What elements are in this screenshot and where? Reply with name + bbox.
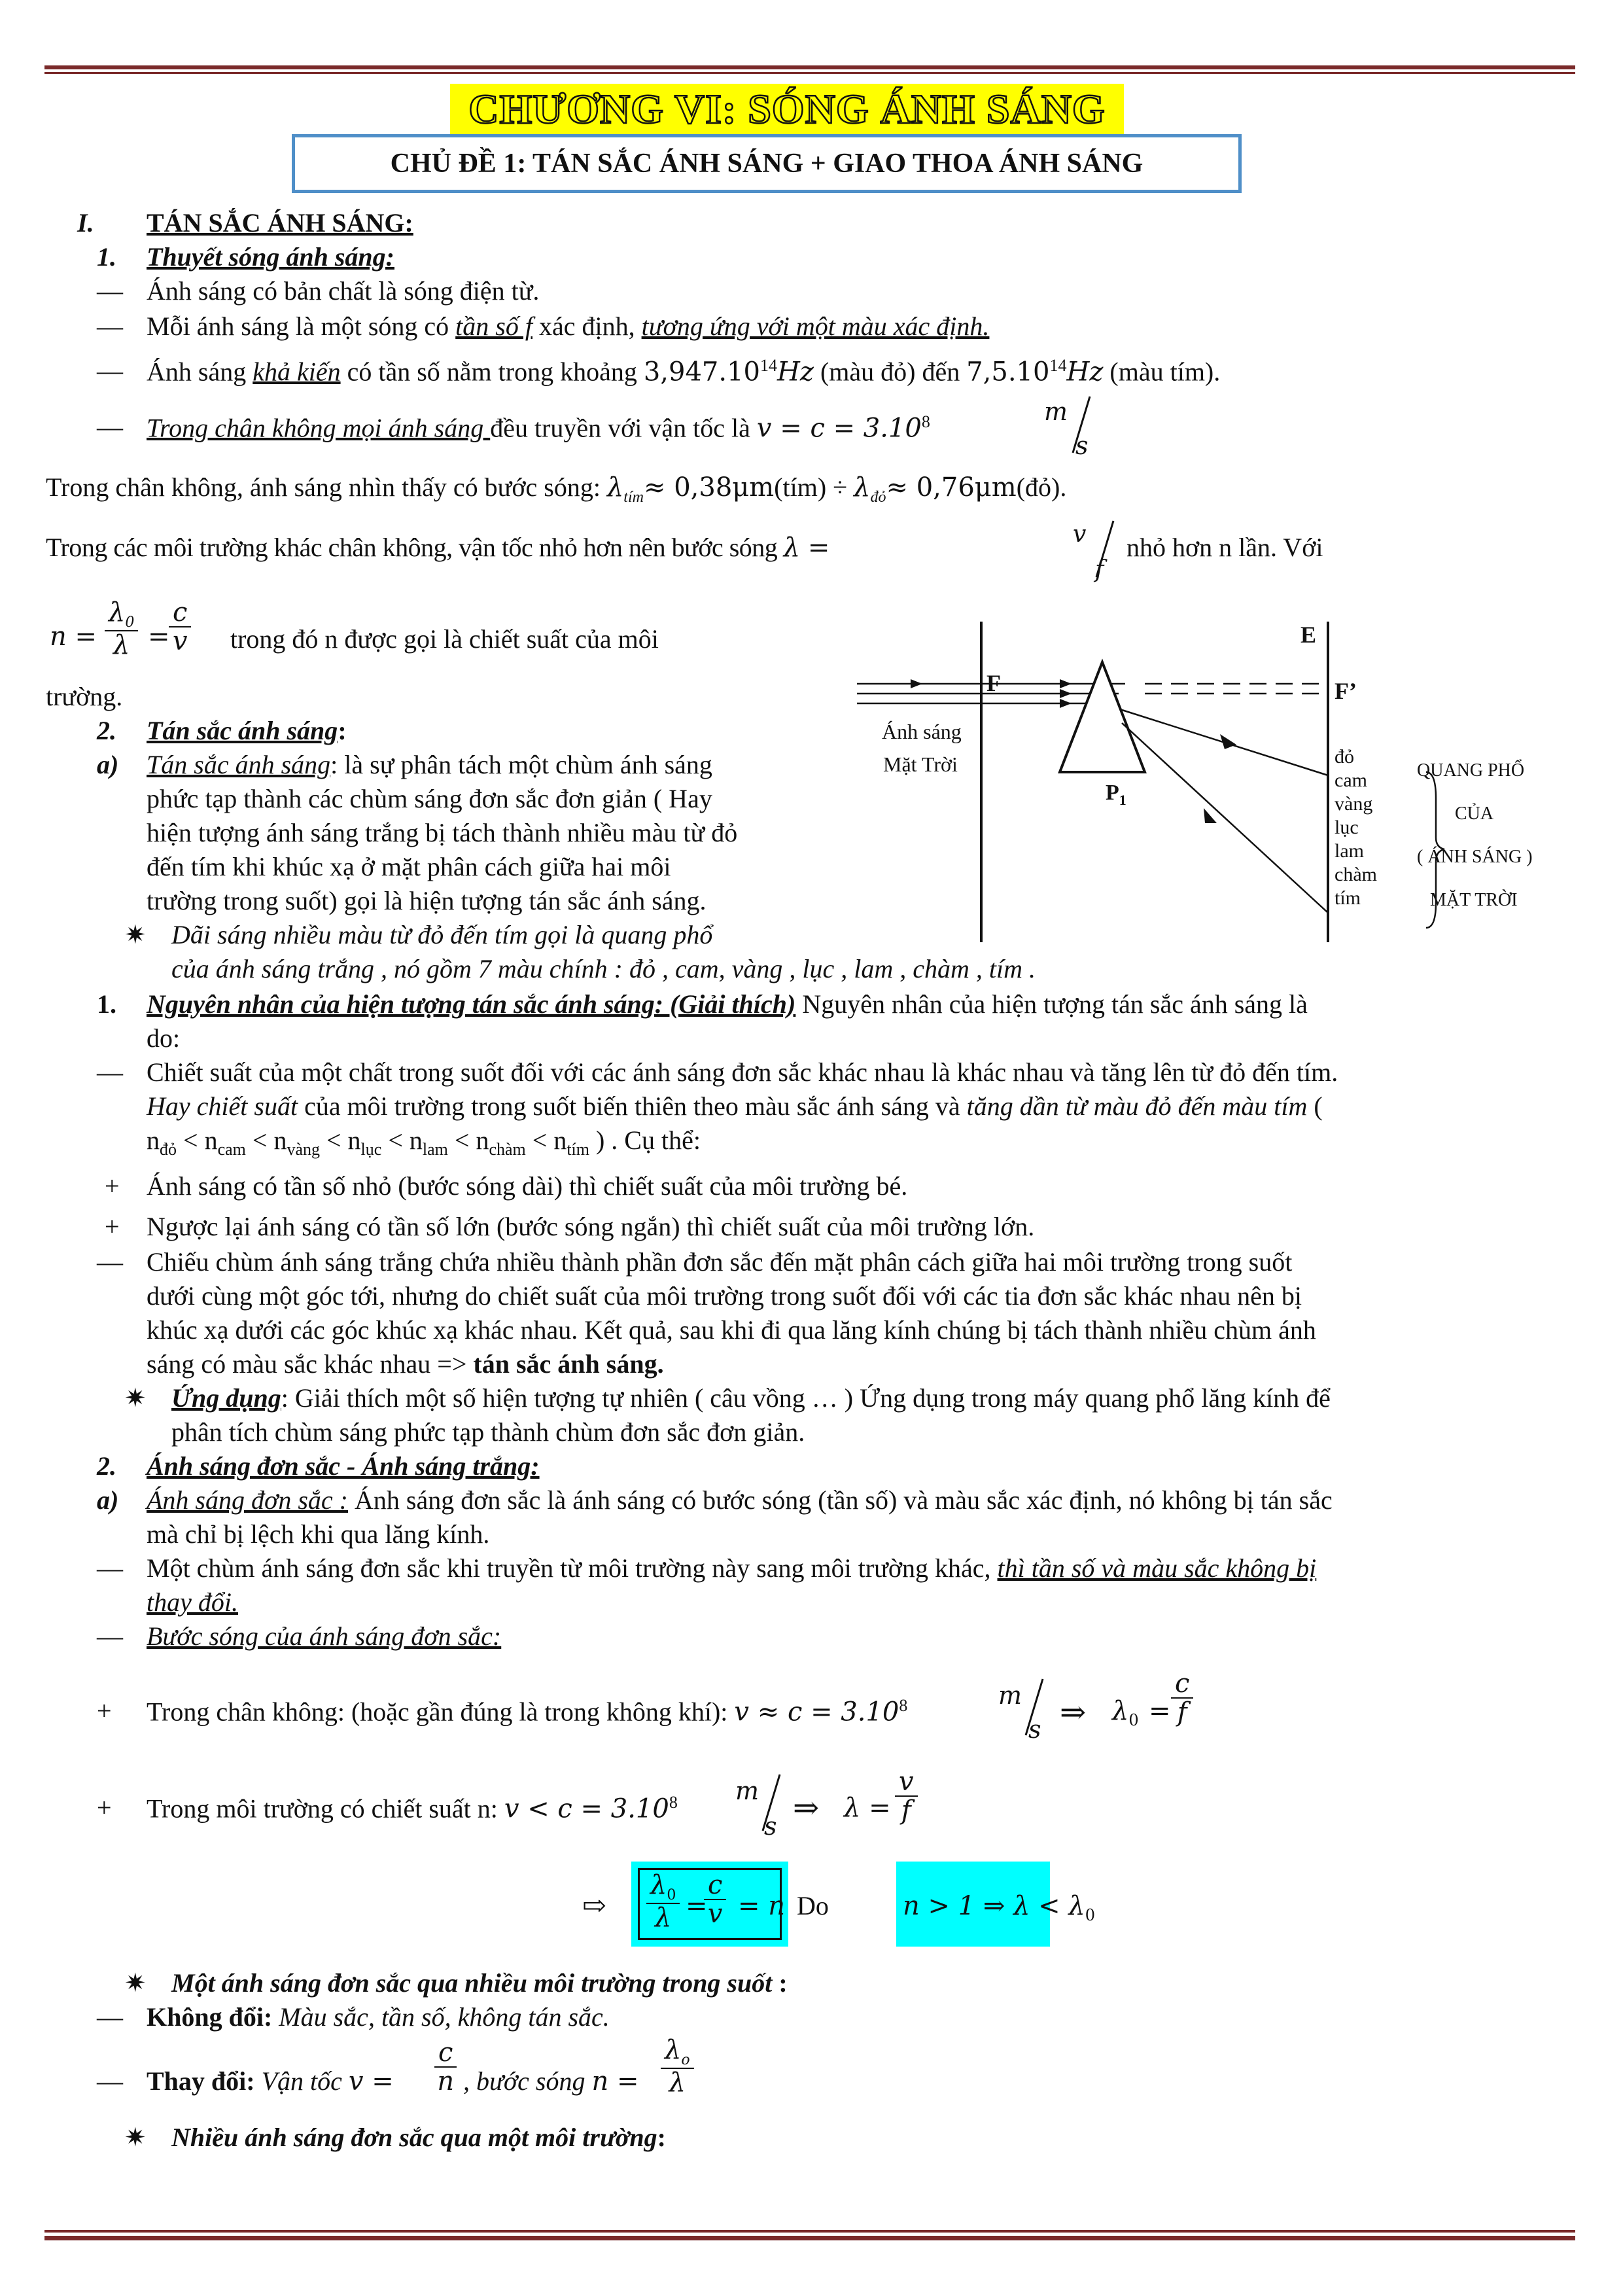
spectrum-label: ( ÁNH SÁNG ) <box>1417 847 1533 867</box>
unit-slash <box>1000 1675 1052 1740</box>
paragraph: Một ánh sáng đơn sắc qua nhiều môi trường trong suốt : <box>171 1968 788 1998</box>
subsection-title: Nguyên nhân của hiện tượng tán sắc ánh sáng: (Giải thích) Nguyên nhân của hiện tượng tán sắc ánh sáng là <box>147 989 1308 1019</box>
formula-lambda: λ = <box>844 1793 891 1823</box>
formula-lambda0: $\lambda_0$ <box>1112 1696 1139 1729</box>
unit-s: s <box>764 1812 777 1841</box>
header-rule-thick <box>44 65 1575 69</box>
chapter-title: CHƯƠNG VI: SÓNG ÁNH SÁNG <box>450 84 1124 135</box>
paragraph: Ánh sáng có bản chất là sóng điện từ. <box>147 276 540 306</box>
formula-eq: = <box>148 622 170 652</box>
fraction-cv: $\frac{c}{v}$ <box>169 599 191 655</box>
diagram-source-label: Ánh sáng <box>882 720 962 743</box>
paragraph: thay đổi. <box>147 1587 238 1617</box>
paragraph: Ngược lại ánh sáng có tần số lớn (bước sóng ngắn) thì chiết suất của môi trường lớn. <box>147 1212 1035 1241</box>
paragraph: của ánh sáng trắng , nó gồm 7 màu chính : đỏ , cam, vàng , lục , lam , chàm , tím . <box>171 954 1036 983</box>
dash-bullet: — <box>97 2066 123 2096</box>
condition-formula: n > 1 ⇒ $\lambda < \lambda_0$ <box>903 1891 1096 1924</box>
unit-s: s <box>1028 1715 1041 1744</box>
formula-n: n = <box>50 622 97 652</box>
paragraph: Trong các môi trường khác chân không, vận tốc nhỏ hơn nên bước sóng λ = <box>46 533 829 563</box>
subsection-number: 2. <box>97 1451 116 1481</box>
section-title: TÁN SẮC ÁNH SÁNG: <box>147 208 413 238</box>
paragraph: phức tạp thành các chùm sáng đơn sắc đơn giản ( Hay <box>147 784 712 813</box>
fraction-lambda-ratio: $\frac{\lambda_0}{\lambda}$ <box>646 1871 680 1932</box>
paragraph: Chiếu chùm ánh sáng trắng chứa nhiều thành phần đơn sắc đến mặt phân cách giữa hai môi trường trong suốt <box>147 1247 1293 1277</box>
formula-n: = n <box>738 1891 785 1921</box>
diagram-label-f: F <box>986 670 1001 696</box>
paragraph: Hay chiết suất của môi trường trong suốt biến thiên theo màu sắc ánh sáng và tăng dần từ màu đỏ đến màu tím ( <box>147 1091 1323 1121</box>
paragraph: mà chỉ bị lệch khi qua lăng kính. <box>147 1519 490 1549</box>
diagram-label-e: E <box>1300 622 1317 648</box>
color-label: vàng <box>1335 793 1373 815</box>
implies-arrow: ⇒ <box>793 1791 820 1826</box>
paragraph: Nhiều ánh sáng đơn sắc qua một môi trường: <box>171 2123 666 2152</box>
paragraph: hiện tượng ánh sáng trắng bị tách thành nhiều màu từ đỏ <box>147 818 738 847</box>
subsection-title: Tán sắc ánh sáng: <box>147 716 347 745</box>
footer-rule-thick <box>44 2236 1575 2240</box>
paragraph: Ánh sáng có tần số nhỏ (bước sóng dài) thì chiết suất của môi trường bé. <box>147 1171 908 1201</box>
fraction-lambda: $\frac{\lambda_o}{\lambda}$ <box>661 2036 694 2096</box>
color-label: đỏ <box>1335 746 1354 768</box>
paragraph: trường trong suốt) gọi là hiện tượng tán sắc ánh sáng. <box>147 886 707 915</box>
paragraph: Ứng dụng: Giải thích một số hiện tượng tự nhiên ( câu vồng … ) Ứng dụng trong máy quang phổ lăng kính để <box>171 1383 1331 1413</box>
paragraph: Trong chân không: (hoặc gần đúng là trong không khí): $v \approx c = 3.10^8$ <box>147 1696 908 1727</box>
color-label: tím <box>1335 887 1361 909</box>
formula-eq: = <box>1149 1696 1171 1726</box>
dash-bullet: — <box>97 1621 123 1651</box>
star-bullet: ✷ <box>124 920 147 949</box>
diagram-prism-label: $P_1$ <box>1106 781 1126 808</box>
frac-f: f <box>1095 556 1104 583</box>
implies-arrow: ⇒ <box>1060 1695 1087 1730</box>
star-bullet: ✷ <box>124 2123 147 2152</box>
paragraph: Ánh sáng khả kiến có tần số nằm trong khoảng 3,947.10$^{14}$Hz (màu đỏ) đến 7,5.10$^{14}$Hz (màu tím). <box>147 356 1221 387</box>
formula-eq: = <box>686 1891 708 1921</box>
paragraph: trong đó n được gọi là chiết suất của môi <box>230 624 659 654</box>
paragraph: dưới cùng một góc tới, nhưng do chiết suất của môi trường trong suốt đối với các tia đơn sắc khác nhau nên bị <box>147 1281 1302 1311</box>
topic-title: CHỦ ĐỀ 1: TÁN SẮC ÁNH SÁNG + GIAO THOA ÁNH SÁNG <box>292 134 1242 193</box>
color-label: lục <box>1335 817 1359 838</box>
paragraph: Chiết suất của một chất trong suốt đối với các ánh sáng đơn sắc khác nhau là khác nhau và tăng lên từ đỏ đến tím. <box>147 1057 1338 1087</box>
paragraph: Ánh sáng đơn sắc : Ánh sáng đơn sắc là ánh sáng có bước sóng (tần số) và màu sắc xác định, nó không bị tán sắc <box>147 1485 1333 1515</box>
subsection-number: 2. <box>97 716 116 745</box>
fraction-lambda: $\frac{\lambda_0}{\lambda}$ <box>105 599 138 659</box>
subsection-title: Ánh sáng đơn sắc - Ánh sáng trắng: <box>147 1451 540 1481</box>
paragraph: Trong chân không, ánh sáng nhìn thấy có bước sóng: $\lambda_{tím}\approx$ 0,38μm(tím) ÷ $\lambda_{đỏ}\approx$ 0,76μm(đỏ). <box>46 472 1067 506</box>
unit-m: m <box>1044 397 1068 426</box>
dash-bullet: — <box>97 1057 123 1087</box>
plus-bullet: + <box>105 1171 120 1201</box>
plus-bullet: + <box>105 1212 120 1241</box>
dash-bullet: — <box>97 2002 123 2032</box>
color-label: lam <box>1335 840 1364 862</box>
paragraph: Tán sắc ánh sáng: là sự phân tách một chùm ánh sáng <box>147 750 712 779</box>
paragraph: sáng có màu sắc khác nhau => tán sắc ánh sáng. <box>147 1349 664 1379</box>
diagram-source-label: Mặt Trời <box>883 752 958 776</box>
dash-bullet: — <box>97 276 123 306</box>
paragraph: khúc xạ dưới các góc khúc xạ khác nhau. Kết quả, sau khi đi qua lăng kính chúng bị tách thành nhiều chùm ánh <box>147 1315 1316 1345</box>
dash-bullet: — <box>97 412 123 442</box>
paragraph: Dãi sáng nhiều màu từ đỏ đến tím gọi là quang phổ <box>171 920 713 949</box>
color-label: chàm <box>1335 864 1377 885</box>
header-rule-thin <box>44 72 1575 74</box>
color-label: cam <box>1335 769 1367 791</box>
paragraph: Không đổi: Màu sắc, tần số, không tán sắc. <box>147 2002 610 2032</box>
fraction-cn: $\frac{c}{n}$ <box>434 2039 457 2095</box>
paragraph: phân tích chùm sáng phức tạp thành chùm đơn sắc đơn giản. <box>171 1417 805 1447</box>
spectrum-label: QUANG PHỔ <box>1417 760 1525 781</box>
fraction-cv: $\frac{c}{v}$ <box>704 1871 726 1928</box>
paragraph: Một chùm ánh sáng đơn sắc khi truyền từ môi trường này sang môi trường khác, thì tần số và màu sắc không bị <box>147 1553 1317 1583</box>
plus-bullet: + <box>97 1793 112 1822</box>
star-bullet: ✷ <box>124 1383 147 1413</box>
plus-bullet: + <box>97 1696 112 1725</box>
paragraph: Thay đổi: Vận tốc v = <box>147 2066 394 2096</box>
subsection-title: Thuyết sóng ánh sáng: <box>147 242 394 272</box>
spectrum-label: MẶT TRỜI <box>1430 890 1518 910</box>
diagram-label-f-prime: F’ <box>1335 678 1357 704</box>
paragraph: , bước sóng n = <box>463 2066 639 2096</box>
item-label: a) <box>97 1485 119 1515</box>
dash-bullet: — <box>97 356 123 385</box>
paragraph: trường. <box>46 682 123 711</box>
unit-slash <box>737 1771 789 1836</box>
dash-bullet: — <box>97 1553 123 1583</box>
item-label: a) <box>97 750 119 779</box>
paragraph: Bước sóng của ánh sáng đơn sắc: <box>147 1621 502 1651</box>
frac-v: v <box>1073 521 1087 548</box>
spectrum-label: CỦA <box>1455 804 1494 824</box>
paragraph: nhỏ hơn n lần. Với <box>1126 533 1323 562</box>
unit-m: m <box>735 1776 759 1805</box>
subsection-number: 1. <box>97 989 116 1019</box>
fraction-cf: $\frac{c}{f}$ <box>1171 1670 1193 1726</box>
section-number: I. <box>77 208 94 238</box>
subsection-number: 1. <box>97 242 116 272</box>
dash-bullet: — <box>97 1247 123 1277</box>
hollow-arrow: ⇨ <box>582 1890 606 1922</box>
do-label: Do <box>797 1891 829 1920</box>
paragraph: Trong chân không mọi ánh sáng đều truyền với vận tốc là $v = c = 3.10^8$ <box>147 412 930 444</box>
unit-m: m <box>998 1681 1022 1710</box>
star-bullet: ✷ <box>124 1968 147 1998</box>
dash-bullet: — <box>97 311 123 341</box>
unit-slash <box>1044 393 1096 458</box>
paragraph: do: <box>147 1023 181 1053</box>
refraction-order: $n_{đỏ} < n_{cam} < n_{vàng} < n_{lục} < n_{lam} < n_{chàm} < n_{tím}$ ) . Cụ thể: <box>147 1125 701 1159</box>
paragraph: Mỗi ánh sáng là một sóng có tần số f xác định, tương ứng với một màu xác định. <box>147 311 990 341</box>
paragraph: đến tím khi khúc xạ ở mặt phân cách giữa hai môi <box>147 852 671 881</box>
unit-s: s <box>1075 431 1089 460</box>
fraction-vf: $\frac{v}{f}$ <box>895 1768 918 1824</box>
paragraph: Trong môi trường có chiết suất n: $v < c = 3.10^8$ <box>147 1793 678 1824</box>
footer-rule-thin <box>44 2230 1575 2233</box>
